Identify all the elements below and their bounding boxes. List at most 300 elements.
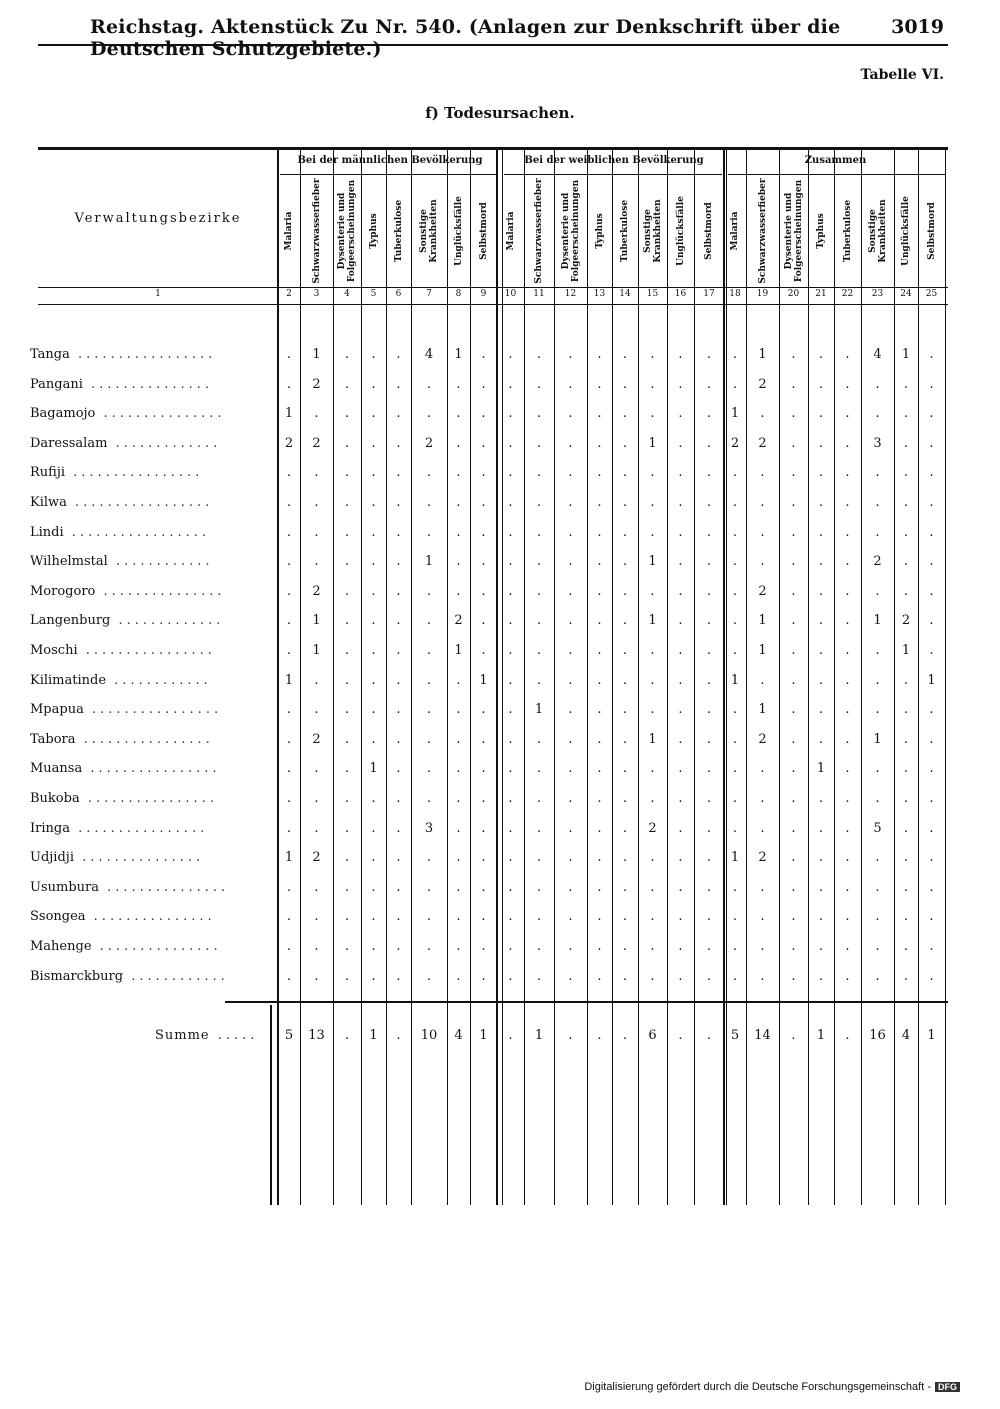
cell-value: .	[875, 406, 880, 422]
leader-dots: ................	[83, 702, 223, 718]
column-header-label: Unglücksfälle	[901, 196, 911, 266]
cell-value: .	[622, 554, 628, 570]
cell-value: .	[791, 909, 796, 925]
cell-value: .	[371, 554, 376, 570]
cell-value: .	[791, 643, 796, 658]
cell-value: .	[286, 347, 292, 362]
cell-value: .	[678, 465, 683, 481]
cell-value: 1	[730, 406, 740, 422]
cell-value: .	[760, 465, 765, 481]
cell-value: .	[426, 672, 432, 688]
cell-value: .	[760, 939, 765, 954]
cell-value: .	[508, 820, 513, 836]
cell-value: .	[426, 731, 432, 747]
cell-value: .	[456, 761, 461, 777]
cell-value: .	[396, 495, 401, 510]
cell-value: .	[597, 820, 602, 836]
cell-value: .	[536, 495, 542, 510]
cell-value: .	[396, 939, 401, 954]
cell-value: .	[929, 435, 934, 451]
cell-value: .	[536, 406, 542, 422]
cell-value: .	[732, 939, 738, 954]
cell-value: .	[344, 495, 350, 510]
cell-value: .	[678, 820, 683, 836]
cell-value: .	[568, 731, 573, 747]
cell-value: .	[371, 406, 376, 422]
cell-value: .	[622, 613, 628, 629]
column-header	[808, 178, 834, 284]
cell-value: .	[568, 554, 573, 570]
column-header	[667, 178, 694, 284]
cell-value: 1	[758, 347, 767, 362]
cell-value: .	[344, 850, 350, 866]
cell-value: .	[456, 406, 461, 422]
cell-value: .	[706, 761, 712, 777]
column-number: 6	[395, 289, 402, 299]
cell-value: .	[650, 643, 655, 658]
cell-value: .	[396, 820, 401, 836]
cell-value: .	[536, 820, 542, 836]
cell-value: .	[903, 879, 909, 895]
cell-value: .	[732, 761, 738, 777]
cell-value: .	[760, 554, 765, 570]
cell-value: .	[568, 879, 573, 895]
cell-value: .	[903, 435, 909, 451]
cell-value: .	[760, 791, 765, 806]
row-label	[30, 525, 210, 540]
cell-value: 1	[730, 672, 740, 688]
cell-value: .	[597, 583, 602, 599]
cell-value: .	[875, 909, 880, 925]
cell-value: .	[481, 702, 486, 718]
column-header	[834, 178, 861, 284]
cell-value: .	[929, 643, 934, 658]
cell-value: .	[622, 909, 628, 925]
total-value: .	[344, 1028, 350, 1043]
cell-value: .	[286, 820, 292, 836]
cell-value: .	[536, 524, 542, 540]
cell-value: .	[568, 672, 573, 688]
cell-value: .	[314, 495, 319, 510]
cell-value: .	[678, 791, 683, 806]
cell-value: .	[903, 465, 909, 481]
dfg-logo: DFG	[935, 1382, 960, 1392]
cell-value: .	[791, 761, 796, 777]
cell-value: .	[508, 968, 513, 984]
cell-value: .	[426, 524, 432, 540]
cell-value: .	[818, 968, 824, 984]
total-value: 1	[927, 1028, 936, 1043]
cell-value: .	[286, 702, 292, 718]
cell-value: .	[791, 554, 796, 570]
cell-value: .	[732, 643, 738, 658]
cell-value: .	[845, 435, 850, 451]
cell-value: .	[508, 347, 513, 362]
cell-value: .	[903, 791, 909, 806]
cell-value: .	[568, 939, 573, 954]
cell-value: .	[650, 347, 655, 362]
district-name: Mpapua	[30, 702, 84, 718]
cell-value: .	[508, 761, 513, 777]
cell-value: .	[678, 761, 683, 777]
leader-dots: ...............	[95, 406, 226, 422]
col-divider	[667, 150, 668, 1205]
cell-value: .	[818, 524, 824, 540]
cell-value: .	[875, 495, 880, 510]
column-number: 19	[756, 289, 769, 299]
cell-value: .	[597, 347, 602, 362]
column-header-label: Malaria	[284, 211, 294, 251]
cell-value: .	[597, 376, 602, 392]
row-label	[30, 850, 204, 865]
leader-dots: ...............	[73, 850, 205, 866]
cell-value: .	[903, 909, 909, 925]
total-value: .	[508, 1028, 513, 1043]
cell-value: .	[875, 376, 880, 392]
cell-value: 2	[758, 376, 767, 392]
cell-value: 1	[873, 731, 882, 747]
cell-value: .	[396, 554, 401, 570]
cell-value: 4	[424, 347, 434, 362]
column-header	[300, 178, 333, 284]
cell-value: .	[818, 702, 824, 718]
cell-value: .	[508, 554, 513, 570]
cell-value: .	[791, 524, 796, 540]
cell-value: .	[536, 939, 542, 954]
cell-value: .	[622, 406, 628, 422]
cell-value: .	[426, 909, 432, 925]
cell-value: .	[929, 465, 934, 481]
cell-value: .	[875, 524, 880, 540]
cell-value: .	[286, 968, 292, 984]
cell-value: .	[371, 702, 376, 718]
cell-value: .	[568, 347, 573, 362]
cell-value: .	[426, 968, 432, 984]
cell-value: .	[481, 939, 486, 954]
cell-value: .	[791, 820, 796, 836]
leader-dots: ...............	[82, 376, 214, 392]
cell-value: .	[678, 583, 683, 599]
cell-value: 1	[901, 643, 911, 658]
cell-value: .	[760, 524, 765, 540]
cell-value: 2	[873, 554, 882, 570]
district-name: Kilwa	[30, 495, 67, 510]
cell-value: .	[481, 850, 486, 866]
district-name: Bismarckburg	[30, 968, 124, 984]
cell-value: .	[760, 495, 765, 510]
cell-value: .	[845, 613, 850, 629]
cell-value: .	[622, 702, 628, 718]
cell-value: .	[791, 495, 796, 510]
cell-value: .	[791, 791, 796, 806]
cell-value: 1	[479, 672, 488, 688]
column-header	[746, 178, 779, 284]
row-label	[30, 939, 222, 954]
cell-value: .	[568, 820, 573, 836]
leader-dots: .............	[110, 613, 225, 629]
column-number: 25	[925, 289, 938, 299]
cell-value: .	[706, 702, 712, 718]
col-divider	[808, 150, 809, 1205]
column-header-label: Schwarzwasserfieber	[534, 178, 544, 284]
cell-value: .	[791, 850, 796, 866]
row-label	[30, 584, 226, 599]
cell-value: 2	[758, 435, 767, 451]
cell-value: 1	[312, 643, 321, 658]
district-name: Moschi	[30, 643, 78, 658]
cell-value: .	[622, 376, 628, 392]
cell-value: .	[396, 435, 401, 451]
column-header	[524, 178, 554, 284]
cell-value: .	[286, 495, 292, 510]
cell-value: .	[568, 643, 573, 658]
cell-value: .	[622, 672, 628, 688]
group-rule-2	[504, 174, 722, 175]
column-header-label: Tuberkulose	[842, 199, 853, 263]
cell-value: .	[760, 879, 765, 895]
cell-value: .	[875, 672, 880, 688]
cell-value: .	[929, 791, 934, 806]
cell-value: .	[622, 583, 628, 599]
leader-dots: ...............	[91, 939, 222, 954]
cell-value: .	[568, 702, 573, 718]
cell-value: .	[344, 613, 350, 629]
cell-value: .	[760, 909, 765, 925]
column-header	[861, 178, 894, 284]
cell-value: .	[791, 406, 796, 422]
cell-value: .	[456, 554, 461, 570]
column-header-label: Selbstmord	[926, 202, 937, 260]
cell-value: .	[818, 909, 824, 925]
cell-value: .	[371, 376, 376, 392]
cell-value: .	[845, 702, 850, 718]
cell-value: .	[622, 465, 628, 481]
total-value: .	[622, 1028, 628, 1043]
district-name: Tabora	[30, 731, 76, 747]
cell-value: .	[875, 702, 880, 718]
leader-dots: ............	[107, 554, 214, 570]
cell-value: .	[706, 850, 712, 866]
col-divider	[470, 150, 471, 1205]
cell-value: .	[929, 376, 934, 392]
cell-value: .	[791, 347, 796, 362]
cell-value: .	[903, 376, 909, 392]
cell-value: .	[371, 643, 376, 658]
column-number: 15	[646, 289, 659, 299]
column-number: 7	[426, 289, 432, 299]
page-header	[38, 10, 948, 60]
cell-value: .	[650, 939, 655, 954]
cell-value: .	[845, 820, 850, 836]
district-name: Wilhelmstal	[30, 554, 108, 570]
cell-value: .	[818, 376, 824, 392]
cell-value: .	[344, 465, 350, 481]
cell-value: .	[929, 554, 934, 570]
cell-value: .	[314, 820, 319, 836]
cell-value: .	[845, 968, 850, 984]
column-header-label: Malaria	[505, 211, 516, 251]
column-header	[694, 178, 724, 284]
cell-value: .	[760, 672, 765, 688]
cell-value: .	[508, 731, 513, 747]
cell-value: .	[650, 465, 655, 481]
row-label	[30, 969, 229, 984]
cell-value: .	[456, 731, 461, 747]
cell-value: .	[845, 406, 850, 422]
stub-colnum: 1	[155, 289, 161, 299]
cell-value: .	[875, 791, 880, 806]
cell-value: .	[536, 435, 542, 451]
column-header	[894, 178, 918, 284]
cell-value: .	[929, 583, 934, 599]
cell-value: .	[314, 524, 319, 540]
column-number: 21	[815, 289, 827, 299]
district-name: Ssongea	[30, 909, 86, 925]
cell-value: .	[706, 672, 712, 688]
cell-value: .	[456, 879, 461, 895]
cell-value: .	[396, 583, 401, 599]
col-divider	[779, 150, 780, 1205]
cell-value: .	[818, 495, 824, 510]
cell-value: .	[536, 347, 542, 362]
column-number: 4	[344, 289, 350, 299]
cell-value: .	[875, 939, 880, 954]
cell-value: .	[481, 495, 486, 510]
cell-value: .	[845, 643, 850, 658]
district-name: Daressalam	[30, 435, 108, 451]
cell-value: .	[597, 731, 602, 747]
cell-value: .	[396, 761, 401, 777]
cell-value: .	[903, 554, 909, 570]
column-header	[554, 178, 587, 284]
cell-value: .	[845, 879, 850, 895]
cell-value: .	[791, 672, 796, 688]
column-number: 12	[564, 289, 577, 299]
leader-dots: ...............	[85, 909, 216, 925]
cell-value: .	[426, 879, 432, 895]
leader-dots: .................	[66, 495, 214, 510]
cell-value: 1	[730, 850, 740, 866]
cell-value: .	[818, 406, 824, 422]
cell-value: .	[568, 791, 573, 806]
district-name: Pangani	[30, 376, 83, 392]
cell-value: .	[481, 376, 486, 392]
row-label	[30, 821, 208, 836]
cell-value: .	[508, 524, 513, 540]
total-value: .	[597, 1028, 602, 1043]
cell-value: .	[396, 909, 401, 925]
cell-value: .	[344, 435, 350, 451]
col-divider	[496, 150, 498, 1205]
cell-value: 1	[758, 702, 767, 718]
col-divider	[861, 150, 862, 1205]
cell-value: .	[650, 524, 655, 540]
cell-value: .	[396, 465, 401, 481]
column-number: 2	[286, 289, 292, 299]
col-divider	[554, 150, 555, 1205]
cell-value: .	[791, 465, 796, 481]
cell-value: .	[929, 731, 934, 747]
cell-value: .	[706, 465, 712, 481]
leader-dots: ................	[69, 820, 209, 836]
cell-value: .	[456, 702, 461, 718]
cell-value: .	[396, 524, 401, 540]
cell-value: .	[929, 347, 934, 362]
cell-value: .	[371, 672, 376, 688]
column-number: 3	[313, 289, 320, 299]
cell-value: .	[396, 850, 401, 866]
cell-value: .	[929, 820, 934, 836]
cell-value: .	[622, 347, 628, 362]
col-divider	[638, 150, 639, 1205]
column-header-label: Dysenterie und Folgeerscheinungen	[337, 179, 357, 283]
cell-value: .	[845, 909, 850, 925]
cell-value: .	[568, 850, 573, 866]
cell-value: .	[426, 583, 432, 599]
cell-value: .	[371, 465, 376, 481]
row-label	[30, 880, 229, 895]
column-number: 8	[455, 289, 462, 299]
cell-value: .	[597, 495, 602, 510]
cell-value: .	[706, 731, 712, 747]
cell-value: .	[622, 524, 628, 540]
cell-value: .	[706, 524, 712, 540]
cell-value: .	[371, 435, 376, 451]
cell-value: .	[597, 968, 602, 984]
cell-value: .	[845, 672, 850, 688]
cell-value: 2	[312, 731, 321, 747]
cell-value: 2	[648, 820, 657, 836]
group-header-1: Bei der männlichen Bevölkerung	[297, 155, 483, 166]
cell-value: .	[929, 761, 934, 777]
cell-value: .	[426, 613, 432, 629]
cell-value: .	[597, 465, 602, 481]
column-header-label: Dysenterie und Folgeerscheinungen	[560, 179, 581, 283]
col-divider	[945, 150, 946, 1205]
cell-value: .	[536, 583, 542, 599]
leader-dots: ...............	[99, 879, 230, 895]
col-divider	[694, 150, 695, 1205]
cell-value: .	[929, 850, 934, 866]
footer-credit	[584, 1381, 960, 1393]
cell-value: .	[732, 465, 738, 481]
cell-value: .	[597, 702, 602, 718]
cell-value: .	[732, 909, 738, 925]
cell-value: .	[903, 820, 909, 836]
cell-value: .	[903, 406, 909, 422]
cell-value: .	[536, 791, 542, 806]
cell-value: 1	[369, 761, 378, 777]
cell-value: .	[706, 879, 712, 895]
cell-value: .	[818, 879, 824, 895]
row-label	[30, 673, 212, 688]
footer-text: Digitalisierung gefördert durch die Deutsche Forschungsgemeinschaft -	[584, 1381, 931, 1393]
cell-value: .	[678, 435, 683, 451]
column-number: 22	[841, 289, 854, 299]
row-label	[30, 643, 216, 658]
cell-value: .	[536, 465, 542, 481]
cell-value: .	[706, 968, 712, 984]
column-header-label: Selbstmord	[704, 202, 714, 260]
cell-value: .	[597, 613, 602, 629]
cell-value: .	[597, 879, 602, 895]
cell-value: .	[396, 702, 401, 718]
row-label	[30, 554, 214, 569]
leader-dots: ............	[123, 968, 229, 984]
cell-value: .	[818, 347, 824, 362]
district-name: Morogoro	[30, 583, 96, 599]
cell-value: .	[678, 524, 683, 540]
